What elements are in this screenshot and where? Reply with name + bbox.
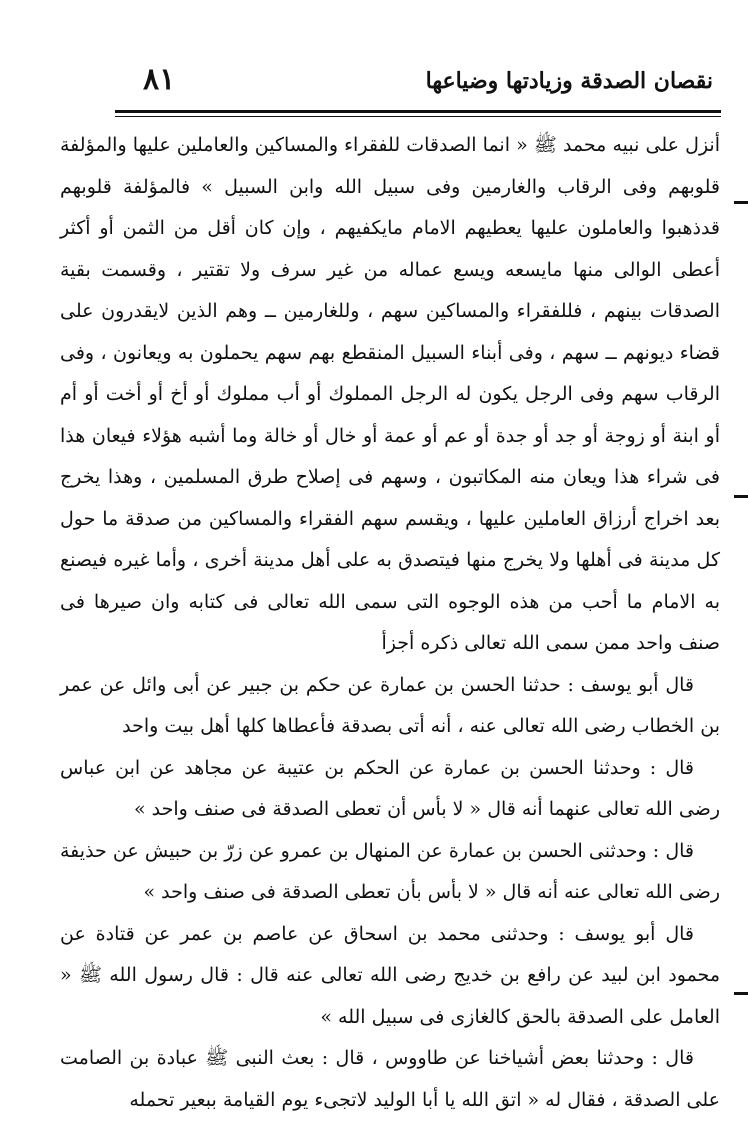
- body-text: [60, 125, 720, 1121]
- paragraph-hadith-ibn-abbas: قال : وحدثنا الحسن بن عمارة عن الحكم بن عتيبة عن مجاهد عن ابن عباس رضى الله تعالى عنهما أنه قال « لا بأس أن تعطى الصدقة فى صنف واحد »: [60, 756, 720, 820]
- page-number: ٨١: [143, 62, 176, 97]
- margin-mark: [734, 992, 748, 995]
- header-rule: [115, 110, 721, 113]
- paragraph-hadith-umar: قال أبو يوسف : حدثنا الحسن بن عمارة عن حكم بن جبير عن أبى وائل عن عمر بن الخطاب رضى الله تعالى عنه ، أنه أتى بصدقة فأعطاها كلها أهل بيت واحد: [60, 673, 720, 737]
- margin-mark: [734, 495, 748, 498]
- paragraph-hadith-tawus: قال : وحدثنا بعض أشياخنا عن طاووس ، قال : بعث النبى ﷺ عبادة بن الصامت على الصدقة ، فقال له « اتق الله يا أبا الوليد لاتجىء يوم القيامة ببعير تحمله: [60, 1047, 720, 1111]
- paragraph-hadith-rafi: قال أبو يوسف : وحدثنى محمد بن اسحاق عن عاصم بن عمر عن قتادة عن محمود ابن لبيد عن رافع بن خديج رضى الله تعالى عنه قال : قال رسول الله ﷺ « العامل على الصدقة بالحق كالغازى فى سبيل الله »: [60, 922, 720, 1028]
- page-header: [115, 58, 721, 108]
- paragraph-distribution-of-zakat: أنزل على نبيه محمد ﷺ « انما الصدقات للفقراء والمساكين والعاملين عليها والمؤلفة قلوبهم وفى الرقاب والغارمين وفى سبيل الله وابن السبيل » فالمؤلفة قلوبهم قدذهبوا والعاملون عليها يعطيهم الامام مايكفيهم ، وإن كان أقل من الثمن أو أكثر أعطى الوالى منها مايسعه ويسع عماله من غير سرف ولا تقتير ، وقسمت بقية الصدقات بينهم ، فللفقراء والمساكين سهم ، وللغارمين ــ وهم الذين لايقدرون على قضاء ديونهم ــ سهم ، وفى أبناء السبيل المنقطع بهم سهم يحملون به ويعانون ، وفى الرقاب سهم وفى الرجل يكون له الرجل المملوك أو أب مملوك أو أخ أو أخت أو أم أو ابنة أو زوجة أو جد أو جدة أو عم أو عمة أو خال أو خالة وما أشبه هؤلاء فيعان هذا فى شراء هذا ويعان منه المكاتبون ، وسهم فى إصلاح طرق المسلمين ، وهذا يخرج بعد اخراج أرزاق العاملين عليها ، ويقسم سهم الفقراء والمساكين من صدقة ما حول كل مدينة فى أهلها ولا يخرج منها فيتصدق به على أهل مدينة أخرى ، وأما غيره فيصنع به الامام ما أحب من هذه الوجوه التى سمى الله تعالى فى كتابه وان صيرها فى صنف واحد ممن سمى الله تعالى ذكره أجزأ: [60, 134, 720, 654]
- paragraph-hadith-hudhayfa: قال : وحدثنى الحسن بن عمارة عن المنهال بن عمرو عن زرّ بن حبيش عن حذيفة رضى الله تعالى عنه أنه قال « لا بأس بأن تعطى الصدقة فى صنف واحد »: [60, 839, 720, 903]
- margin-mark: [734, 201, 748, 204]
- running-title: نقصان الصدقة وزيادتها وضياعها: [425, 68, 713, 94]
- header-rule-thin: [115, 116, 721, 117]
